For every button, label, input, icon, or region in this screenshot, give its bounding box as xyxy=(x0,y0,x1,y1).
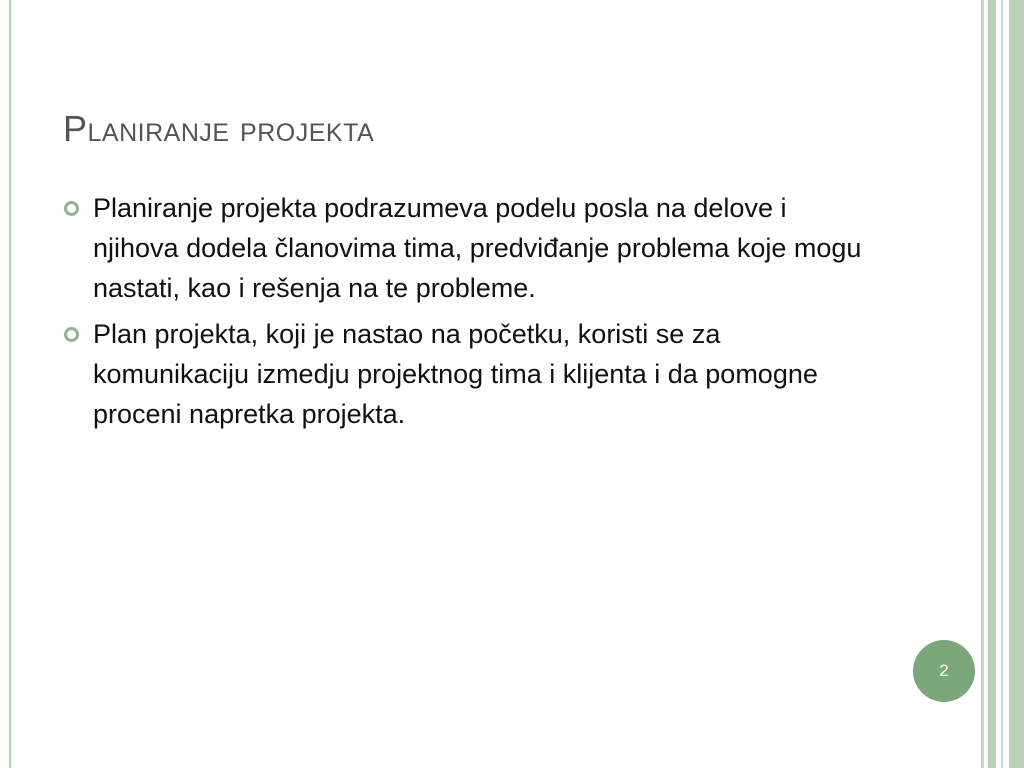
list-item xyxy=(63,314,863,434)
bullet-list xyxy=(63,188,863,440)
page-number: 2 xyxy=(939,661,949,680)
right-decorative-stripes xyxy=(976,0,1024,768)
left-border-line xyxy=(9,0,11,768)
page-number-badge xyxy=(913,640,975,702)
list-item xyxy=(63,188,863,308)
bullet-text: Plan projekta, koji je nastao na početku, koristi se za komunikaciju izmedju projektnog tima i klijenta i da pomogne proceni napretka projekta. xyxy=(93,319,818,429)
ring-bullet-icon xyxy=(64,201,79,216)
ring-bullet-icon xyxy=(64,327,79,342)
slide-title: Planiranje projekta xyxy=(63,108,375,149)
bullet-text: Planiranje projekta podrazumeva podelu posla na delove i njihova dodela članovima tima, predviđanje problema koje mogu nastati, kao i rešenja na te probleme. xyxy=(93,193,862,303)
